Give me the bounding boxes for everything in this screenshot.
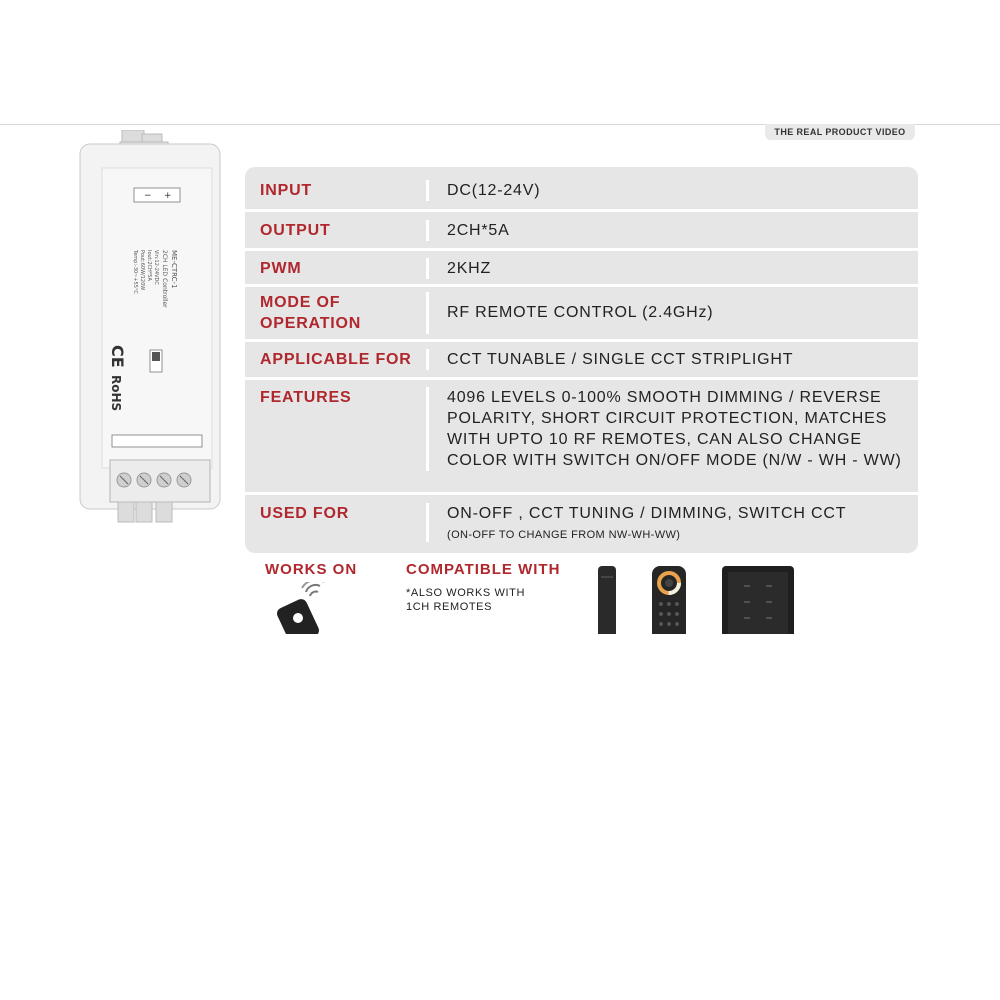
spec-value: CCT TUNABLE / SINGLE CCT STRIPLIGHT	[426, 349, 918, 370]
spec-value: 2KHZ	[426, 258, 918, 279]
svg-text:Pout:60W/120W: Pout:60W/120W	[139, 250, 145, 291]
color-wheel-remote-image	[652, 566, 686, 634]
product-video-tab[interactable]: THE REAL PRODUCT VIDEO	[765, 124, 915, 140]
svg-text:2CH LED Controller: 2CH LED Controller	[161, 250, 168, 308]
spec-row-applicable	[245, 349, 918, 370]
svg-text:−: −	[144, 191, 152, 201]
spec-key: FEATURES	[260, 389, 352, 406]
spec-key: OUTPUT	[260, 222, 331, 239]
spec-key: APPLICABLE FOR	[260, 351, 412, 368]
svg-text:Iout:2CH*5A: Iout:2CH*5A	[146, 250, 152, 281]
spec-row-input	[245, 180, 918, 201]
svg-text:Vin:12-24VDC: Vin:12-24VDC	[153, 250, 159, 285]
spec-row-pwm	[245, 258, 918, 279]
svg-text:RoHS: RoHS	[109, 375, 123, 412]
spec-key: MODE OF OPERATION	[260, 294, 362, 332]
spec-row-mode	[245, 292, 918, 334]
svg-text:Temp:-30~+55°C: Temp:-30~+55°C	[132, 250, 138, 294]
spec-key: INPUT	[260, 182, 312, 199]
wall-panel-image	[722, 566, 794, 634]
remote-signal-icon	[276, 582, 336, 634]
svg-text:+: +	[164, 191, 172, 201]
spec-key: USED FOR	[260, 505, 350, 522]
compatible-with-heading: COMPATIBLE WITH	[406, 561, 561, 578]
svg-text:CE: CE	[108, 345, 127, 368]
spec-table	[245, 167, 918, 553]
works-on-heading: WORKS ON	[265, 561, 358, 578]
spec-value: DC(12-24V)	[426, 180, 918, 201]
spec-value-main: ON-OFF , CCT TUNING / DIMMING, SWITCH CCT	[447, 505, 847, 522]
spec-row-used-for	[245, 503, 918, 542]
spec-value: 4096 LEVELS 0-100% SMOOTH DIMMING / REVERSE POLARITY, SHORT CIRCUIT PROTECTION, MATCHES WITH UPTO 10 RF REMOTES, CAN ALSO CHANGE COLOR WITH SWITCH ON/OFF MODE (N/W - WH - WW)	[426, 387, 918, 471]
controller-device-image	[72, 130, 232, 530]
spec-row-output	[245, 220, 918, 241]
spec-value-note: (ON-OFF TO CHANGE FROM NW-WH-WW)	[447, 529, 681, 541]
compatible-note: *ALSO WORKS WITH 1CH REMOTES	[406, 587, 525, 613]
spec-value: 2CH*5A	[426, 220, 918, 241]
spec-key: PWM	[260, 260, 302, 277]
svg-text:ME-CTRC-1: ME-CTRC-1	[170, 250, 178, 289]
spec-row-features	[245, 387, 918, 471]
spec-value: RF REMOTE CONTROL (2.4GHz)	[426, 292, 918, 334]
spec-value	[426, 503, 918, 542]
slim-remote-image	[596, 566, 618, 634]
